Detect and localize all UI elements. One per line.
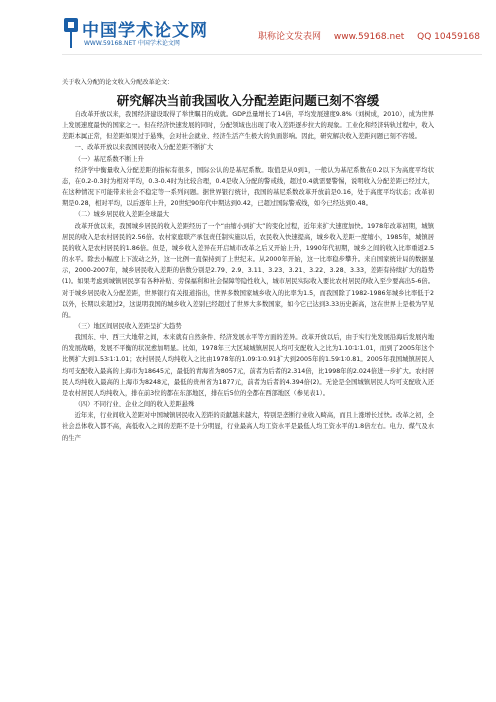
qq-number: QQ 10459168 [417, 32, 480, 42]
breadcrumb: 关于收入分配的论文收入分配改革论文： [62, 79, 174, 86]
subsection-heading-2: （二）城乡居民收入差距全球最大 [74, 211, 170, 219]
section-heading-1: 一、改革开放以来我国居民收入分配差距不断扩大 [74, 144, 214, 152]
subsection-heading-1: （一）基尼系数不断上升 [74, 155, 144, 163]
service-label: 职称论文发表网 [258, 32, 322, 42]
service-url[interactable]: www.59168.net [333, 32, 405, 42]
subsection-heading-4: （四）不同行业、企业之间的收入差距悬殊 [74, 401, 195, 409]
paragraph-regional: 我国东、中、西三大地带之间，本来就有自然条件、经济发展水平等方面的差异。改革开放以后，由于实行先发展沿海后发展内地的发展战略，发展不平衡的状况愈加明显。比如，1978年三大区域城镇居民人均可支配收入之比为1.10∶1∶1.01，而到了2005年这个比例扩大到1.53∶1∶1.01；农村居民人均纯收入之比由1978年的1.09∶1∶0.91扩大到2005年的1.59∶1∶0.81。2005年我国城镇居民人均可支配收入最高的上海市为18645元，最低的青海省为8057元，前者为后者的2.314倍，比1998年的2.024倍进一步扩大。农村居民人均纯收入最高的上海市为8248元，最低的贵州省为1877元，前者为后者的4.394倍(2)。无论是全国城镇居民人均可支配收入还是农村居民人均纯收入，排在前3位的都在东部地区，排在后5位的全都在西部地区（参见表1）。 [62, 334, 434, 397]
service-info [258, 29, 490, 42]
subsection-heading-3: （三）地区间居民收入差距呈扩大趋势 [74, 322, 182, 330]
site-logo[interactable] [62, 14, 208, 52]
site-banner [62, 10, 482, 55]
logo-emblem-icon [62, 16, 80, 50]
article-body [62, 109, 434, 444]
logo-subtext: WWW.59168.NET 中国学术论文网 [84, 40, 180, 47]
paragraph-intro: 自改革开放以来，我国经济建设取得了举世瞩目的成就。GDP总量增长了14倍，平均发展速度9.8%（刘树成，2010），成为世界上发展速度最快的国家之一。但在经济快速发展的同时，分配领域也出现了收入差距逐步拉大的现象。工业化和经济转轨过程中，收入差距本属正常，但差距如果过于悬殊，会对社会就业、经济生活产生极大的负面影响。因此，研究解决收入差距问题已刻不容缓。 [62, 111, 434, 141]
logo-text: 中国学术论文网 [82, 21, 208, 41]
paragraph-industry: 近年来，行业间收入差距对中国城镇居民收入差距的贡献越来越大，特别是垄断行业收入畸高，而且上涨增长过快。改革之初，全社会总体收入都不高，高低收入之间的差距不是十分明显，行业最高人均工资水平是最低人均工资水平的1.8倍左右。电力、煤气及水的生产 [62, 412, 434, 442]
paragraph-urban-rural: 改革开放以来，我国城乡居民的收入差距经历了一个“由缩小到扩大”的变化过程，近年来扩大速度加快。1978年改革初期，城镇居民的收入是农村居民的2.56倍。农村家庭联产承包责任制实施以后，农民收入快速提高，城乡收入差距一度缩小，1985年，城镇居民的收入是农村居民的1.86倍。但是，城乡收入差异在开启城市改革之后又开始上升，1990年代初期，城乡之间的收入比率重返2.5的水平。除去小幅度上下波动之外，这一比例一直保持到了上世纪末。从2000年开始，这一比率稳步攀升。来自国家统计局的数据显示，2000-2007年，城乡居民收入差距的倍数分别是2.79、2.9、3.11、3.23、3.21、3.22、3.28、3.33，差距有持续扩大的趋势(1)。如果考虑到城镇居民享有各种补贴、劳保福利和社会保障等隐性收入，城市居民实际收入要比农村居民的收入至少要高出5-6倍。对于城乡居民收入分配差距，世界银行有关报道指出，世界多数国家城乡收入的比率为1.5，而我国除了1982-1986年城乡比率低于2以外，长期以来超过2，这说明我国的城乡收入差别已经超过了世界大多数国家，如今它已达到3.33历史新高，这在世界上是极为罕见的。 [62, 222, 434, 319]
paragraph-gini: 经济学中衡量收入分配差距的指标有很多，国际公认的是基尼系数。取值是从0到1，一般认为基尼系数在0.2以下为高度平均状态，在0.2-0.3时为相对平均，0.3-0.4时为比较合理，0.4是收入分配的警戒线，超过0.4就需要警惕，说明收入分配差距已经过大，在这种情况下可能带来社会不稳定等一系列问题。据世界银行统计，我国的基尼系数改革开放前是0.16，处于高度平均状态；改革初期是0.28，相对平均，以后逐年上升，20世纪90年代中期达到0.42，已超过国际警戒线，如今已经达到0.48。 [62, 166, 434, 208]
article-title: 研究解决当前我国收入分配差距问题已刻不容缓 [116, 93, 380, 108]
